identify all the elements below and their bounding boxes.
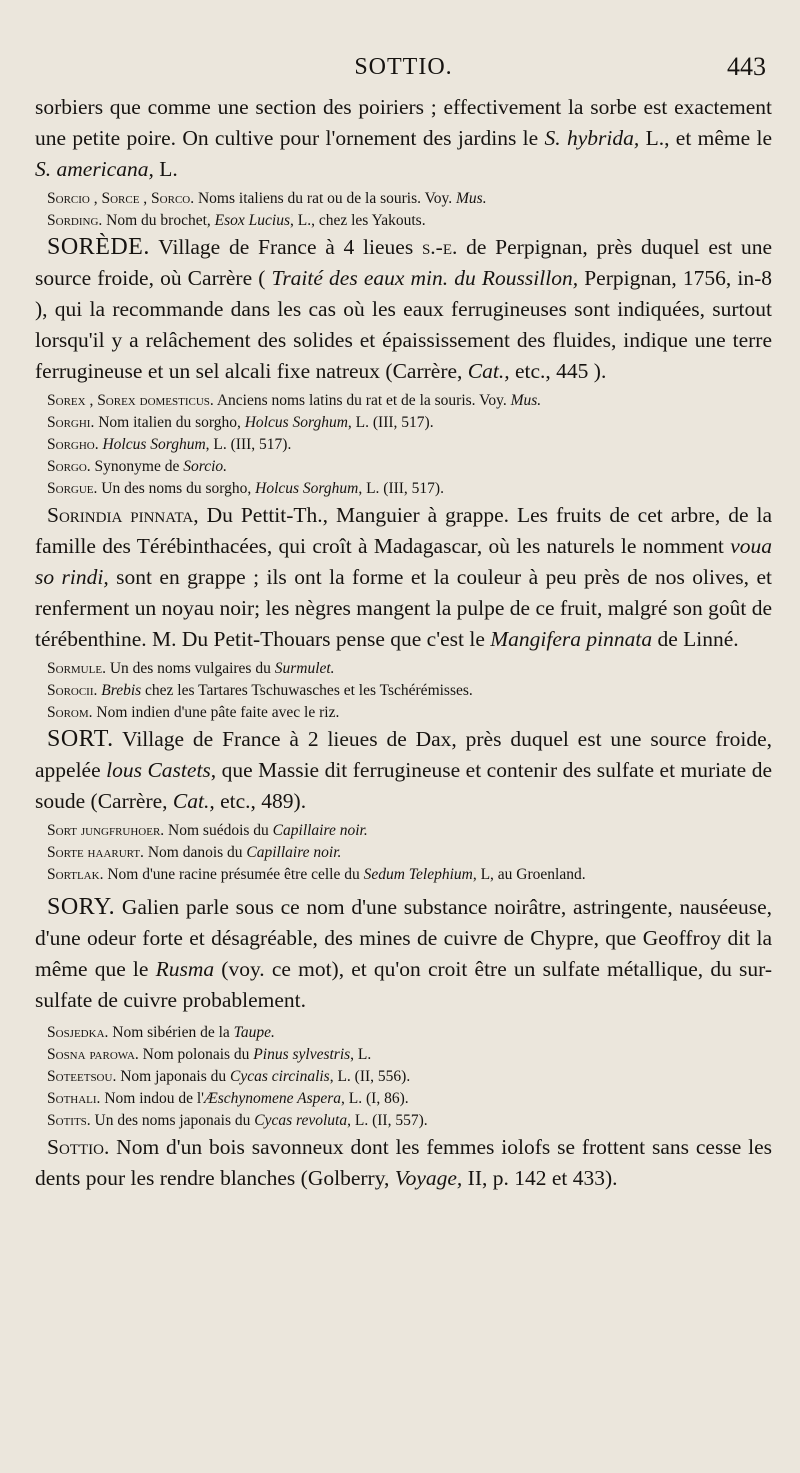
entry-sorom: Sorom. Nom indien d'une pâte faite avec le riz.	[47, 704, 340, 721]
entry-sort-jungfruhoer: Sort jungfruhoer. Nom suédois du Capillaire noir.	[47, 822, 368, 839]
entry-sorocii: Sorocii. Brebis chez les Tartares Tschuwasches et les Tschérémisses.	[47, 682, 473, 699]
entry-sosna-parowa: Sosna parowa. Nom polonais du Pinus sylvestris, L.	[47, 1046, 372, 1063]
entry-sory: SORY. Galien parle sous ce nom d'une substance noirâtre, astringente, nauséeuse, d'une odeur forte et désagréable, des mines de cuivre de Chypre, que Geoffroy dit la même que le Rusma (voy. ce mot), et qu'on croit être un sulfate métallique, du sur-sulfate de cuivre probablement.	[35, 894, 772, 1012]
entry-soteetsou: Soteetsou. Nom japonais du Cycas circinalis, L. (II, 556).	[47, 1068, 411, 1085]
entry-sorbiers-continued: sorbiers que comme une section des poiriers ; effectivement la sorbe est exactement une petite poire. On cultive pour l'ornement des jardins le S. hybrida, L., et même le S. americana, L.	[35, 95, 772, 181]
page-number: 443	[727, 52, 766, 81]
entry-sording: Sording. Nom du brochet, Esox Lucius, L., chez les Yakouts.	[47, 212, 426, 229]
entry-sort: SORT. Village de France à 2 lieues de Dax, près duquel est une source froide, appelée lous Castets, que Massie dit ferrugineuse et contenir des sulfate et muriate de soude (Carrère, Cat., etc., 489).	[35, 726, 772, 813]
entry-sorgho: Sorgho. Holcus Sorghum, L. (III, 517).	[47, 436, 292, 453]
entry-sorcio: Sorcio , Sorce , Sorco. Noms italiens du rat ou de la souris. Voy. Mus.	[47, 190, 487, 207]
entry-sorede: SORÈDE. Village de France à 4 lieues s.-e. de Perpignan, près duquel est une source froide, où Carrère ( Traité des eaux min. du Roussillon, Perpignan, 1756, in-8 ), qui la recommande dans les cas où les eaux ferrugineuses sont indiquées, surtout lorsqu'il y a relâchement des solides et épaississement des fluides, indique une terre ferrugineuse et un sel alcali fixe natreux (Carrère, Cat., etc., 445 ).	[35, 234, 773, 383]
entry-sosjedka: Sosjedka. Nom sibérien de la Taupe.	[47, 1024, 275, 1041]
entry-sothali: Sothali. Nom indou de l'Æschynomene Aspera, L. (I, 86).	[47, 1090, 409, 1107]
entry-sorte-haarurt: Sorte haarurt. Nom danois du Capillaire noir.	[47, 844, 342, 861]
running-head: SOTTIO.	[354, 54, 453, 80]
entry-sotits: Sotits. Un des noms japonais du Cycas revoluta, L. (II, 557).	[47, 1112, 428, 1129]
entry-sorgo: Sorgo. Synonyme de Sorcio.	[47, 458, 228, 475]
entry-sorex: Sorex , Sorex domesticus. Anciens noms latins du rat et de la souris. Voy. Mus.	[47, 392, 542, 409]
entry-sortlak: Sortlak. Nom d'une racine présumée être celle du Sedum Telephium, L, au Groenland.	[47, 866, 586, 883]
entry-sormule: Sormule. Un des noms vulgaires du Surmulet.	[47, 660, 335, 677]
entry-sorgue: Sorgue. Un des noms du sorgho, Holcus Sorghum, L. (III, 517).	[47, 480, 444, 497]
entry-sorindia: Sorindia pinnata, Du Pettit-Th., Manguier à grappe. Les fruits de cet arbre, de la famille des Térébinthacées, qui croît à Madagascar, où les naturels le nomment voua so rindi, sont en grappe ; ils ont la forme et la couleur à peu près de nos olives, et renferment un noyau noir; les nègres mangent la pulpe de ce fruit, malgré son goût de térébenthine. M. Du Petit-Thouars pense que c'est le Mangifera pinnata de Linné.	[35, 503, 772, 651]
entry-sorghi: Sorghi. Nom italien du sorgho, Holcus Sorghum, L. (III, 517).	[47, 414, 434, 431]
page-header	[35, 50, 772, 90]
entry-sottio: Sottio. Nom d'un bois savonneux dont les femmes iolofs se frottent sans cesse les dents pour les rendre blanches (Golberry, Voyage, II, p. 142 et 433).	[35, 1135, 772, 1190]
